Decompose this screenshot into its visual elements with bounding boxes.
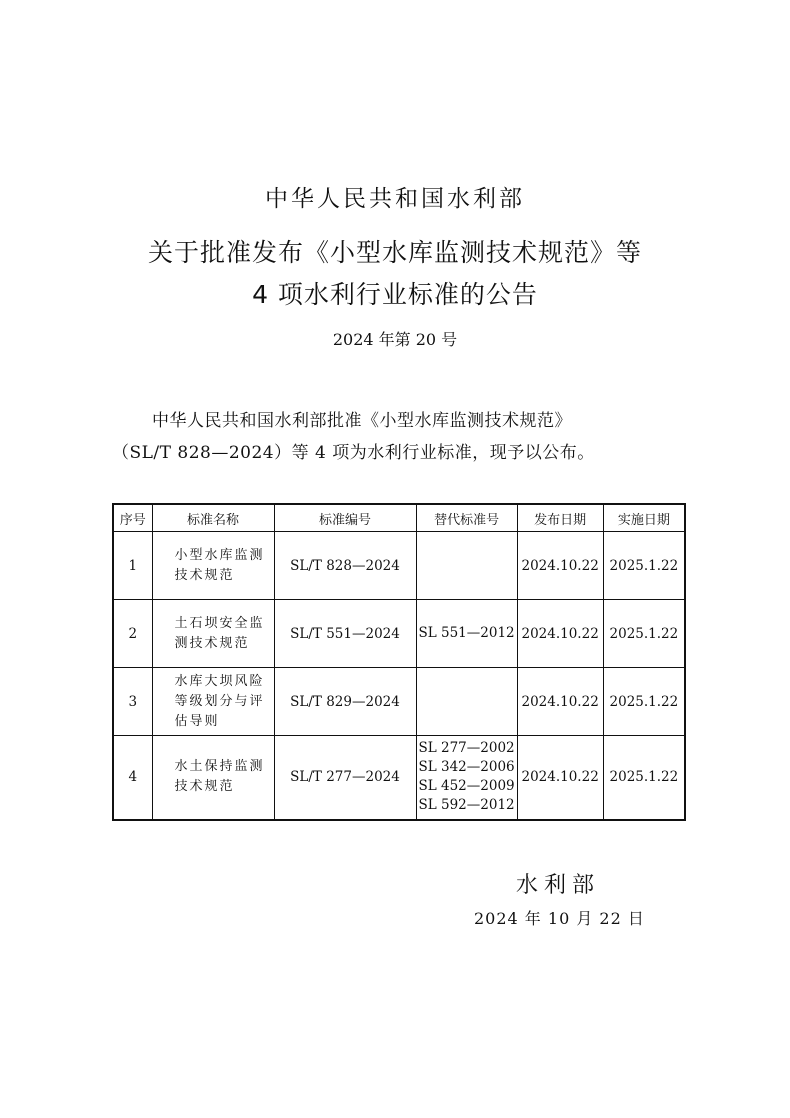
cell-effective-date: 2025.1.22: [603, 668, 685, 736]
cell-effective-date: 2025.1.22: [603, 736, 685, 820]
cell-publish-date: 2024.10.22: [517, 532, 603, 600]
cell-code: SL/T 551—2024: [274, 600, 416, 668]
issuing-org-title: 中华人民共和国水利部: [265, 186, 525, 212]
document-title-line2: 4 项水利行业标准的公告: [252, 280, 538, 309]
header-replaced: 替代标准号: [416, 504, 517, 532]
cell-effective-date: 2025.1.22: [603, 532, 685, 600]
signature-org: 水利部: [516, 873, 601, 898]
header-name: 标准名称: [152, 504, 274, 532]
document-number: 2024 年第 20 号: [332, 330, 458, 349]
cell-seq: 2: [113, 600, 152, 668]
replaced-code: SL 277—2002: [418, 740, 515, 757]
header-effective-date: 实施日期: [603, 504, 685, 532]
cell-publish-date: 2024.10.22: [517, 736, 603, 820]
table-row: [113, 532, 685, 600]
cell-replaced: [416, 600, 517, 668]
body-line-1: 中华人民共和国水利部批准《小型水库监测技术规范》: [152, 411, 572, 431]
cell-replaced: [416, 668, 517, 736]
table-row: [113, 600, 685, 668]
table-row: [113, 736, 685, 820]
cell-seq: 1: [113, 532, 152, 600]
cell-effective-date: 2025.1.22: [603, 600, 685, 668]
cell-seq: 3: [113, 668, 152, 736]
cell-code: SL/T 828—2024: [274, 532, 416, 600]
header-publish-date: 发布日期: [517, 504, 603, 532]
replaced-code: SL 342—2006: [418, 759, 515, 776]
announcement-body: [112, 405, 686, 469]
header-seq: 序号: [113, 504, 152, 532]
cell-code: SL/T 829—2024: [274, 668, 416, 736]
cell-publish-date: 2024.10.22: [517, 600, 603, 668]
table-header-row: [113, 504, 685, 532]
replaced-code: SL 592—2012: [418, 797, 515, 814]
document-title: [0, 232, 790, 316]
replaced-code: SL 551—2012: [418, 625, 515, 641]
cell-replaced: [416, 736, 517, 820]
cell-code: SL/T 277—2024: [274, 736, 416, 820]
header-code: 标准编号: [274, 504, 416, 532]
table-row: [113, 668, 685, 736]
cell-name: 土石坝安全监测技术规范: [152, 600, 274, 668]
cell-replaced: [416, 532, 517, 600]
cell-name: 水库大坝风险等级划分与评估导则: [152, 668, 274, 736]
replaced-code: SL 452—2009: [418, 778, 515, 795]
cell-name: 水土保持监测技术规范: [152, 736, 274, 820]
standards-table: [112, 503, 686, 821]
cell-seq: 4: [113, 736, 152, 820]
cell-publish-date: 2024.10.22: [517, 668, 603, 736]
cell-name: 小型水库监测技术规范: [152, 532, 274, 600]
body-line-2: （SL/T 828—2024）等 4 项为水利行业标准，现予以公布。: [112, 443, 595, 463]
signature-date: 2024 年 10 月 22 日: [474, 909, 645, 928]
document-title-line1: 关于批准发布《小型水库监测技术规范》等: [147, 238, 642, 267]
